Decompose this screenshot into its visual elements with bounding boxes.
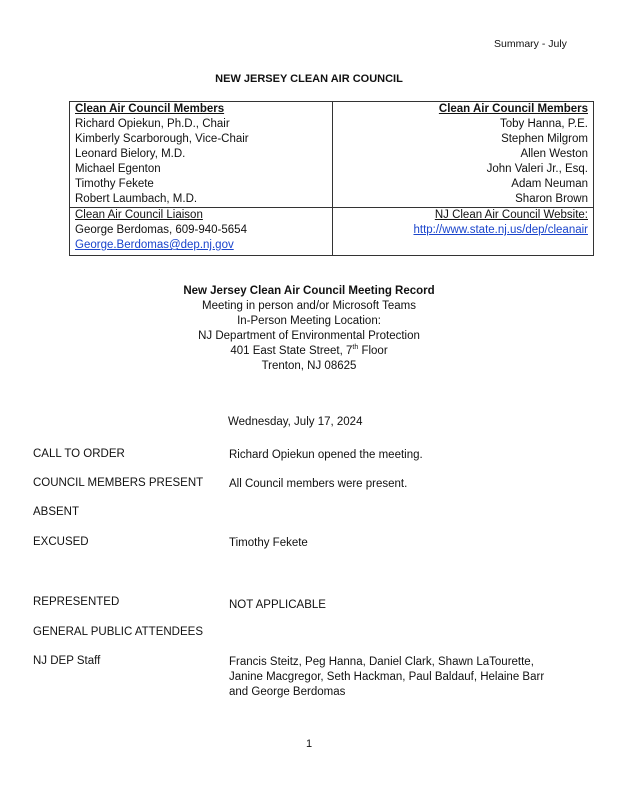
meeting-date: Wednesday, July 17, 2024 [228,416,363,428]
members-table [69,101,594,256]
members-left-cell [70,102,333,208]
address-street: 401 East State Street, 7 [230,345,353,357]
dep-staff-list [229,655,544,700]
call-to-order-label: CALL TO ORDER [33,448,125,460]
left-members-heading: Clean Air Council Members [75,103,225,115]
member-name: Leonard Bielory, M.D. [75,148,186,160]
members-present-value: All Council members were present. [229,478,408,490]
document-title: NEW JERSEY CLEAN AIR COUNCIL [215,73,403,85]
liaison-email-link[interactable]: George.Berdomas@dep.nj.gov [75,239,234,251]
liaison-cell [70,208,333,256]
member-name: Timothy Fekete [75,178,154,190]
meeting-location-label: In-Person Meeting Location: [237,315,381,327]
meeting-info [0,284,618,374]
header-summary: Summary - July [494,38,567,50]
member-name: Michael Egenton [75,163,161,175]
address-floor: Floor [358,345,388,357]
represented-value: NOT APPLICABLE [229,599,326,611]
website-cell [333,208,594,256]
member-name: Sharon Brown [515,193,588,205]
member-name: Stephen Milgrom [501,133,588,145]
dep-staff-line: and George Berdomas [229,686,346,698]
right-members-heading: Clean Air Council Members [438,103,588,115]
liaison-heading: Clean Air Council Liaison [75,209,203,221]
member-name: Toby Hanna, P.E. [499,118,588,130]
member-name: Kimberly Scarborough, Vice-Chair [75,133,249,145]
dep-staff-line: Francis Steitz, Peg Hanna, Daniel Clark, Shawn LaTourette, [229,656,534,668]
member-name: Richard Opiekun, Ph.D., Chair [75,118,230,130]
dep-staff-line: Janine Macgregor, Seth Hackman, Paul Baldauf, Helaine Barr [229,671,545,683]
call-to-order-value: Richard Opiekun opened the meeting. [229,449,423,461]
members-present-label: COUNCIL MEMBERS PRESENT [33,477,204,489]
website-link[interactable]: http://www.state.nj.us/dep/cleanair [413,224,588,236]
members-right-cell [333,102,594,208]
meeting-title: New Jersey Clean Air Council Meeting Record [183,285,435,297]
excused-label: EXCUSED [33,536,89,548]
member-name: Robert Laumbach, M.D. [75,193,198,205]
represented-label: REPRESENTED [33,596,120,608]
meeting-address [0,344,618,359]
liaison-contact: George Berdomas, 609-940-5654 [75,224,247,236]
public-attendees-label: GENERAL PUBLIC ATTENDEES [33,626,203,638]
meeting-mode: Meeting in person and/or Microsoft Teams [202,300,416,312]
meeting-city: Trenton, NJ 08625 [261,360,357,372]
member-name: John Valeri Jr., Esq. [486,163,588,175]
dep-staff-label: NJ DEP Staff [33,655,101,667]
meeting-organization: NJ Department of Environmental Protection [198,330,420,342]
member-name: Allen Weston [520,148,588,160]
excused-value: Timothy Fekete [229,537,308,549]
member-name: Adam Neuman [511,178,588,190]
website-heading: NJ Clean Air Council Website: [434,209,588,221]
address-floor-sup: th [352,344,359,352]
absent-label: ABSENT [33,506,80,518]
page-number: 1 [305,738,313,750]
